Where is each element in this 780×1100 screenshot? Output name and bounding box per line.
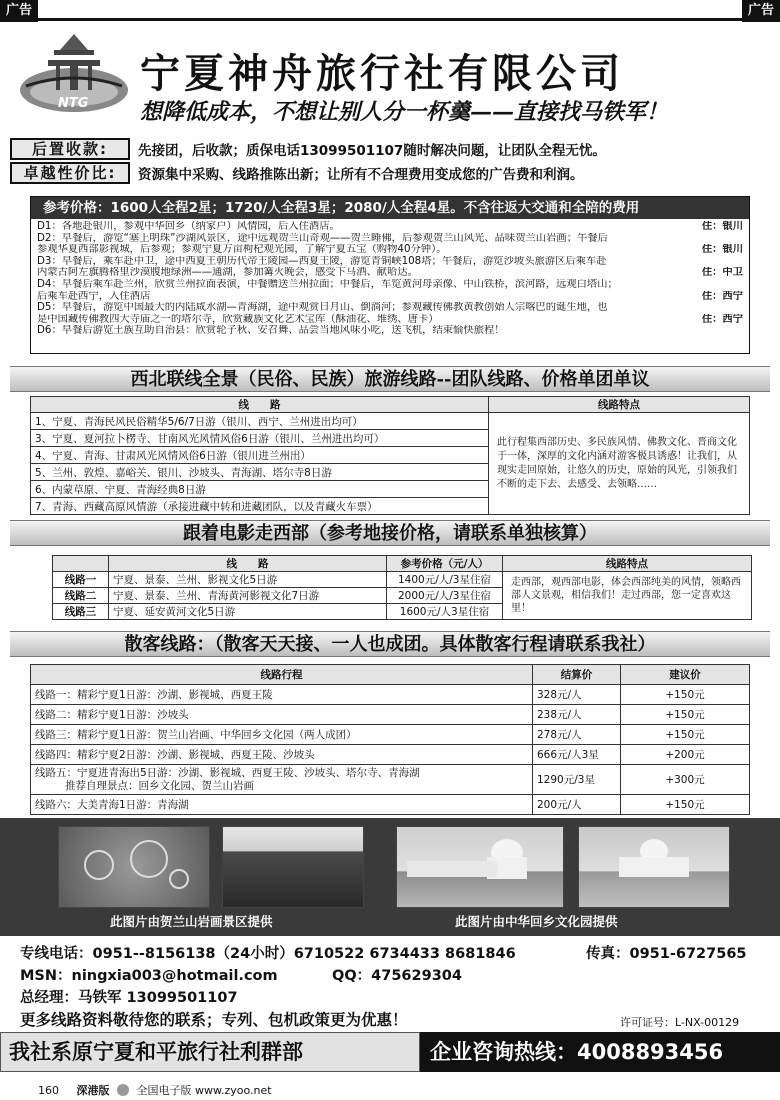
more-info-line: 更多线路资料敬待您的联系；专列、包机政策更为优惠！ xyxy=(20,1011,408,1029)
itinerary-line: 参观华夏西部影视城，后参观；参观宁夏万亩枸杞观光园，了解宁夏五宝（购物40分钟）。 住：银川 xyxy=(37,244,743,256)
table-row: 线路一：精彩宁夏1日游：沙湖、影视城、西夏王陵 xyxy=(31,685,533,705)
route-name: 线路一 xyxy=(53,572,109,588)
itinerary-price-header: 参考价格：1600人全程2星；1720/人全程3星；2080/人全程4星。不含往返大交通和全陪的费用 xyxy=(31,197,749,219)
table-row: 7、青海、西藏高原风情游（承接进藏中转和进藏团队，以及青藏火车票） xyxy=(31,498,489,515)
stay-city: 住：中卫 xyxy=(701,267,743,279)
col-route: 线 路 xyxy=(31,397,489,413)
section3-title: 散客线路：（散客天天接、一人也成团。具体散客行程请联系我社） xyxy=(10,631,770,657)
section1-feature: 此行程集西部历史、多民族风情、佛教文化、晋商文化于一体，深厚的文化内涵对游客极具诱惑！让我们，从现实走回原始，让悠久的历史，原始的风光，引领我们不断的走下去、去感受、去领略…… xyxy=(489,413,750,515)
route-suggest: +150元 xyxy=(621,685,750,705)
table-row: 5、兰州、敦煌、嘉峪关、银川、沙坡头、青海湖、塔尔寺8日游 xyxy=(31,464,489,481)
table-row: 线路六：大美青海1日游：青海湖 xyxy=(31,795,533,815)
stay-city: 住：西宁 xyxy=(701,290,743,302)
col-route: 线路行程 xyxy=(31,665,533,685)
top-rule xyxy=(0,18,780,21)
section2-table xyxy=(52,555,752,620)
table-row: 1、宁夏、青海民风民俗精华5/6/7日游（银川、西宁、兰州进出均可） xyxy=(31,413,489,430)
photo-caption-right: 此图片由中华回乡文化园提供 xyxy=(455,914,618,929)
contact-phone-line: 专线电话：0951--8156138（24小时）6710522 6734433 8681846 xyxy=(20,946,516,962)
contact-fax: 传真：0951-6727565 xyxy=(586,946,747,962)
section3-table xyxy=(30,664,750,815)
route-price: 1400元/人/3星住宿 xyxy=(387,572,503,588)
footer xyxy=(38,1082,272,1098)
route-suggest: +200元 xyxy=(621,745,750,765)
table-row: 4、宁夏、青海、甘肃风光风情风俗6日游（银川进兰州出） xyxy=(31,447,489,464)
contact-qq: QQ：475629304 xyxy=(332,968,462,984)
itinerary-line: D4：早餐后乘车赴兰州，欣赏兰州拉面表演，中餐赠送兰州拉面；中餐后，车览黄河母亲像、中山铁桥，滨河路，远观白塔山； xyxy=(31,279,749,291)
site-link[interactable]: 全国电子版 www.zyoo.net xyxy=(136,1084,272,1097)
route-suggest: +150元 xyxy=(621,705,750,725)
route-price: 1600元/人3星住宿 xyxy=(387,604,503,620)
route-price: 200元/人 xyxy=(533,795,621,815)
route-price: 2000元/人/3星住宿 xyxy=(387,588,503,604)
company-name: 宁夏神舟旅行社有限公司 xyxy=(140,50,624,97)
route-desc: 宁夏、景泰、兰州、青海黄河影视文化7日游 xyxy=(109,588,387,604)
col-feature: 线路特点 xyxy=(489,397,750,413)
col-price: 结算价 xyxy=(533,665,621,685)
itinerary-line: 是中国藏传佛教四大寺庙之一的塔尔寺，欣赏藏族文化艺术宝库（酥油花、堆绣、唐卡） 住：西宁 xyxy=(37,313,743,325)
col-price: 参考价格（元/人） xyxy=(387,556,503,572)
bottom-hotline: 企业咨询热线：4008893456 xyxy=(420,1032,780,1072)
table-row: 线路三：精彩宁夏1日游：贺兰山岩画、中华回乡文化园（两人成团） xyxy=(31,725,533,745)
section1-title: 西北联线全景（民俗、民族）旅游线路--团队线路、价格单团单议 xyxy=(10,366,770,392)
route-desc: 宁夏、景泰、兰州、影视文化5日游 xyxy=(109,572,387,588)
itinerary-line: D5：早餐后，游览中国最大的内陆咸水湖—青海湖，途中观赏日月山、倒淌河；参观藏传佛教黄教创始人宗喀巴的诞生地，也 xyxy=(31,302,749,314)
contact-msn: MSN：ningxia003@hotmail.com xyxy=(20,968,278,984)
itinerary-panel xyxy=(30,196,750,354)
license-number: 许可证号：L-NX-00129 xyxy=(620,1016,740,1029)
stay-city xyxy=(673,325,743,337)
itinerary-line: 内蒙古阿左旗腾格里沙漠腹地绿洲——通湖，参加篝火晚会，感受下马酒、献哈达。 住：中卫 xyxy=(37,267,743,279)
stay-city xyxy=(673,233,743,245)
itinerary-line: D2：早餐后，游览“塞上明珠”沙湖风景区，途中远观贺兰山奇观——贺兰睡佛，后参观贺兰山风光、品味贺兰山岩画；午餐后 xyxy=(31,233,749,245)
section2-title: 跟着电影走西部（参考地接价格，请联系单独核算） xyxy=(10,520,770,546)
feature-label: 卓越性价比: xyxy=(10,162,130,184)
rock-art-photo xyxy=(58,826,210,908)
route-name: 线路二 xyxy=(53,588,109,604)
route-suggest: +150元 xyxy=(621,795,750,815)
itinerary-list xyxy=(31,219,749,337)
mosque-photo-2 xyxy=(578,826,730,908)
feature-text: 先接团，后收款；质保电话13099501107随时解决问题，让团队全程无忧。 xyxy=(138,143,606,159)
edition-logo-icon xyxy=(117,1084,129,1096)
stay-city: 住：银川 xyxy=(701,244,743,256)
feature-text: 资源集中采购、线路推陈出新；让所有不合理费用变成您的广告费和利润。 xyxy=(138,167,584,183)
col-route: 线 路 xyxy=(109,556,387,572)
ad-label-left: 广告 xyxy=(0,0,38,22)
mountain-photo xyxy=(222,826,364,908)
stay-city: 住：西宁 xyxy=(701,313,743,325)
section2-feature: 走西部，观西部电影，体会西部纯美的风情，领略西部人文景观，相信我们！走过西部，您一定喜欢这里！ xyxy=(503,572,752,620)
feature-label: 后置收款: xyxy=(10,138,130,160)
route-price: 666元/人3星 xyxy=(533,745,621,765)
route-price: 278元/人 xyxy=(533,725,621,745)
col-feature: 线路特点 xyxy=(503,556,752,572)
fax-number: 0951-6727565 xyxy=(629,946,747,962)
ad-label-right: 广告 xyxy=(742,0,780,22)
stay-city xyxy=(673,279,743,291)
bottom-banner-left: 我社系原宁夏和平旅行社利群部 xyxy=(0,1032,420,1072)
itinerary-line: 后乘车赴西宁，入住酒店 住：西宁 xyxy=(37,290,743,302)
section1-table xyxy=(30,396,750,515)
page-number: 160 xyxy=(38,1084,59,1097)
stay-city xyxy=(673,256,743,268)
feature-row-payment xyxy=(10,138,770,160)
mosque-photo-1 xyxy=(396,826,564,908)
route-desc: 宁夏、延安黄河文化5日游 xyxy=(109,604,387,620)
table-row: 线路二：精彩宁夏1日游：沙坡头 xyxy=(31,705,533,725)
phone-number: 0951--8156138（24小时）6710522 6734433 8681846 xyxy=(92,946,516,962)
itinerary-line: D1：各地赴银川，参观中华回乡（纳家户）风情园，后入住酒店。 住：银川 xyxy=(37,221,743,232)
route-price: 238元/人 xyxy=(533,705,621,725)
edition: 深港版 xyxy=(76,1084,110,1097)
photo-caption-left: 此图片由贺兰山岩画景区提供 xyxy=(110,914,273,929)
contact-manager: 总经理：马铁军 13099501107 xyxy=(20,990,238,1006)
company-logo xyxy=(18,30,130,122)
feature-row-value xyxy=(10,162,770,184)
itinerary-line: D6：早餐后游览土族互助自治县：欣赏轮子秋、安召舞、品尝当地风味小吃，送飞机，结束愉快旅程！ xyxy=(31,325,749,337)
itinerary-line: D3：早餐后，乘车赴中卫，途中西夏王朝历代帝王陵园—西夏王陵，游览青铜峡108塔；午餐后，游览沙坡头旅游区后乘车赴 xyxy=(31,256,749,268)
table-row: 线路四：精彩宁夏2日游：沙湖、影视城、西夏王陵、沙坡头 xyxy=(31,745,533,765)
route-name: 线路三 xyxy=(53,604,109,620)
col-suggest: 建议价 xyxy=(621,665,750,685)
route-price: 1290元/3星 xyxy=(533,765,621,795)
slogan: 想降低成本，不想让别人分一杯羹——直接找马铁军！ xyxy=(140,99,669,125)
table-row: 3、宁夏、夏河拉卜楞寺、甘南风光风情风俗6日游（银川、兰州进出均可） xyxy=(31,430,489,447)
route-suggest: +300元 xyxy=(621,765,750,795)
route-suggest: +150元 xyxy=(621,725,750,745)
table-row: 6、内蒙草原、宁夏、青海经典8日游 xyxy=(31,481,489,498)
stay-city xyxy=(673,302,743,314)
table-row: 线路五：宁夏进青海出5日游：沙湖、影视城、西夏王陵、沙坡头、塔尔寺、青海湖 推荐自理景点：回乡文化园、贺兰山岩画 xyxy=(31,765,533,795)
stay-city: 住：银川 xyxy=(701,221,743,232)
route-price: 328元/人 xyxy=(533,685,621,705)
logo-text: NTG xyxy=(58,96,89,111)
